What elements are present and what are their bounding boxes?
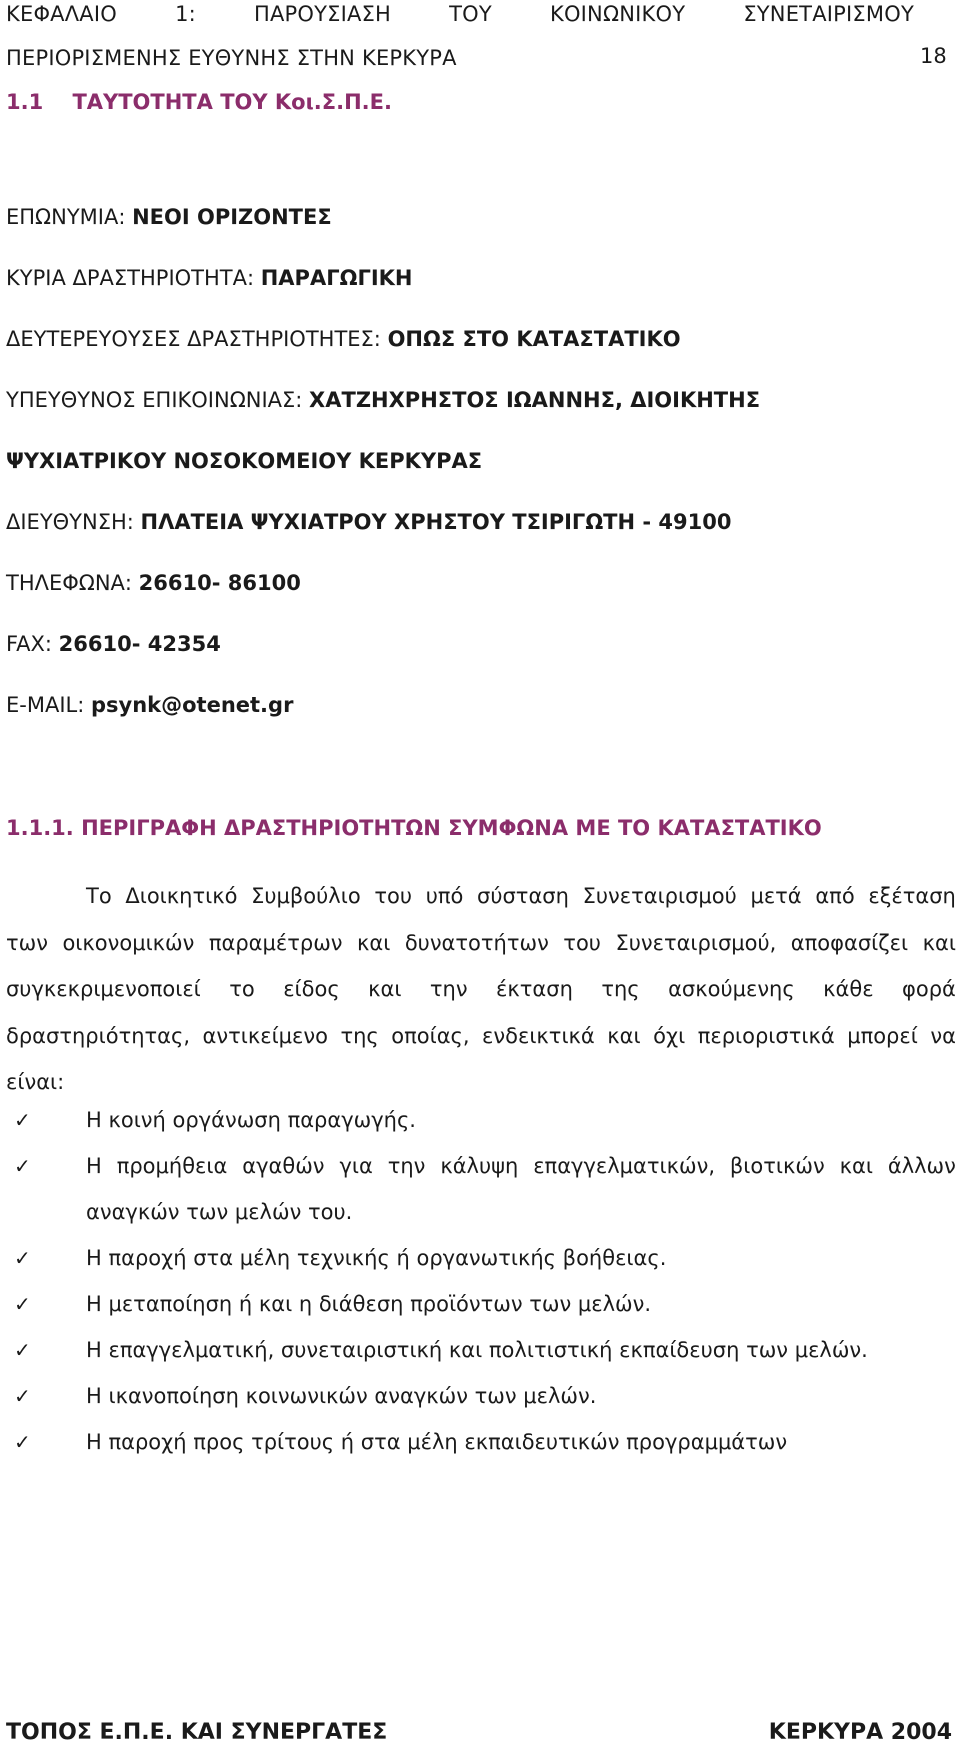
word: της (601, 977, 640, 1001)
word: οποίας, (391, 1023, 470, 1048)
word: Το (86, 884, 112, 908)
word: άλλων (887, 1154, 956, 1178)
list-item-text: Η παροχή προς τρίτους ή στα μέλη εκπαιδευτικών προγραμμάτων (86, 1430, 788, 1454)
list-item (6, 1327, 956, 1373)
list-item-text: αναγκών των μελών του. (86, 1200, 353, 1224)
word: περιοριστικά (697, 1023, 835, 1048)
list-item (6, 1143, 956, 1235)
field-address (6, 510, 731, 534)
section-title: 1.1 ΤΑΥΤΟΤΗΤΑ ΤΟΥ Κοι.Σ.Π.Ε. (6, 90, 392, 114)
checkmark-icon: ✓ (14, 1430, 31, 1454)
word: φορά (902, 977, 956, 1001)
paragraph-line (6, 966, 956, 1013)
word: και (607, 1023, 641, 1048)
field-label: ΥΠΕΥΘΥΝΟΣ ΕΠΙΚΟΙΝΩΝΙΑΣ: (6, 388, 310, 412)
word: από (815, 884, 855, 908)
checkmark-icon: ✓ (14, 1154, 31, 1178)
field-value: ΠΑΡΑΓΩΓΙΚΗ (260, 266, 413, 290)
word: παραμέτρων (208, 930, 343, 955)
word: Συνεταιρισμού (582, 884, 737, 908)
field-value: psynk@otenet.gr (90, 693, 294, 717)
word: σύσταση (477, 884, 569, 908)
word: είδος (283, 977, 340, 1001)
word: οικονομικών (62, 930, 195, 955)
word: αγαθών (242, 1154, 325, 1178)
list-item (6, 1097, 956, 1143)
word: την (429, 977, 468, 1001)
word: του (563, 930, 601, 955)
field-label: ΔΙΕΥΘΥΝΣΗ: (6, 510, 141, 534)
footer-left: ΤΟΠΟΣ Ε.Π.Ε. ΚΑΙ ΣΥΝΕΡΓΑΤΕΣ (6, 1720, 388, 1745)
paragraph-line (6, 873, 956, 920)
checkmark-icon: ✓ (14, 1338, 31, 1362)
word: Συμβούλιο (251, 884, 361, 908)
footer-right: ΚΕΡΚΥΡΑ 2004 (768, 1720, 952, 1745)
field-value: 26610- 86100 (138, 571, 301, 595)
word: του (374, 884, 413, 908)
field-name (6, 205, 332, 229)
word: την (387, 1154, 426, 1178)
list-item-text: Η ικανοποίηση κοινωνικών αναγκών των μελών. (86, 1384, 597, 1408)
activities-list (6, 1097, 956, 1465)
chapter-header-line2: ΠΕΡΙΟΡΙΣΜΕΝΗΣ ΕΥΘΥΝΗΣ ΣΤΗΝ ΚΕΡΚΥΡΑ (6, 46, 457, 70)
word: κάθε (823, 977, 874, 1001)
word: για (339, 1154, 373, 1178)
list-item-text (86, 1143, 956, 1189)
checkmark-icon: ✓ (14, 1246, 31, 1270)
field-label: ΚΥΡΙΑ ΔΡΑΣΤΗΡΙΟΤΗΤΑ: (6, 266, 261, 290)
list-item (6, 1373, 956, 1419)
word: αποφασίζει (790, 930, 909, 955)
field-value: ΝΕΟΙ ΟΡΙΖΟΝΤΕΣ (132, 205, 332, 229)
word: δραστηριότητας, (6, 1023, 191, 1048)
word: το (229, 977, 255, 1001)
field-secondary-activities (6, 327, 681, 351)
word: ασκούμενης (668, 977, 795, 1001)
list-item (6, 1419, 956, 1465)
word: και (839, 1154, 873, 1178)
list-item-text: Η παροχή στα μέλη τεχνικής ή οργανωτικής βοήθειας. (86, 1246, 667, 1270)
field-main-activity (6, 266, 412, 290)
word: συγκεκριμενοποιεί (6, 977, 201, 1001)
checkmark-icon: ✓ (14, 1292, 31, 1316)
word: εξέταση (868, 884, 956, 908)
field-label: ΕΠΩΝΥΜΙΑ: (6, 205, 133, 229)
field-label: ΤΗΛΕΦΩΝΑ: (6, 571, 139, 595)
header-word: ΠΑΡΟΥΣΙΑΣΗ (253, 2, 392, 26)
word: Διοικητικό (125, 884, 238, 908)
word: όχι (653, 1023, 686, 1048)
word: και (922, 930, 956, 955)
field-contact-person-cont (6, 449, 482, 473)
list-item-text: Η κοινή οργάνωση παραγωγής. (86, 1108, 416, 1132)
subsection-title: 1.1.1. ΠΕΡΙΓΡΑΦΗ ΔΡΑΣΤΗΡΙΟΤΗΤΩΝ ΣΥΜΦΩΝΑ ΜΕ ΤΟ ΚΑΤΑΣΤΑΤΙΚΟ (6, 816, 822, 840)
word: της (340, 1023, 379, 1048)
list-item-text: Η επαγγελματική, συνεταιριστική και πολιτιστική εκπαίδευση των μελών. (86, 1338, 868, 1362)
word: δυνατοτήτων (404, 930, 549, 955)
field-value: 26610- 42354 (58, 632, 221, 656)
header-word: ΤΟΥ (449, 2, 492, 26)
field-label: FAX: (6, 632, 59, 656)
word: προμήθεια (116, 1154, 228, 1178)
field-contact-person (6, 388, 760, 412)
field-value: ΧΑΤΖΗΧΡΗΣΤΟΣ ΙΩΑΝΝΗΣ, ΔΙΟΙΚΗΤΗΣ (309, 388, 761, 412)
word: υπό (425, 884, 464, 908)
word: να (930, 1023, 956, 1048)
word: αντικείμενο (202, 1023, 328, 1048)
header-word: ΚΕΦΑΛΑΙΟ (6, 2, 117, 26)
page-number: 18 (920, 44, 947, 68)
checkmark-icon: ✓ (14, 1108, 31, 1132)
field-email (6, 693, 293, 717)
word: βιοτικών (729, 1154, 825, 1178)
checkmark-icon: ✓ (14, 1384, 31, 1408)
field-label: ΔΕΥΤΕΡΕΥΟΥΣΕΣ ΔΡΑΣΤΗΡΙΟΤΗΤΕΣ: (6, 327, 388, 351)
header-word: ΣΥΝΕΤΑΙΡΙΣΜΟΥ (743, 2, 914, 26)
word: επαγγελματικών, (533, 1154, 715, 1178)
word: των (6, 930, 48, 955)
list-item (6, 1235, 956, 1281)
word: μπορεί (847, 1023, 918, 1048)
word: έκταση (496, 977, 573, 1001)
list-item-text: Η μεταποίηση ή και η διάθεση προϊόντων των μελών. (86, 1292, 652, 1316)
header-word: ΚΟΙΝΩΝΙΚΟΥ (549, 2, 686, 26)
chapter-header-line1 (6, 2, 914, 26)
field-value: ΟΠΩΣ ΣΤΟ ΚΑΤΑΣΤΑΤΙΚΟ (387, 327, 681, 351)
field-label: E-MAIL: (6, 693, 91, 717)
word: Συνεταιρισμού, (615, 930, 777, 955)
word: Η (86, 1154, 102, 1178)
field-value: ΨΥΧΙΑΤΡΙΚΟΥ ΝΟΣΟΚΟΜΕΙΟΥ ΚΕΡΚΥΡΑΣ (6, 449, 483, 473)
paragraph-line (6, 1013, 956, 1060)
paragraph-line (6, 920, 956, 967)
word: κάλυψη (440, 1154, 519, 1178)
description-paragraph (6, 873, 956, 1106)
field-value: ΠΛΑΤΕΙΑ ΨΥΧΙΑΤΡΟΥ ΧΡΗΣΤΟΥ ΤΣΙΡΙΓΩΤΗ - 49100 (140, 510, 732, 534)
field-fax (6, 632, 221, 656)
word: μετά (750, 884, 802, 908)
word: και (368, 977, 402, 1001)
field-phones (6, 571, 301, 595)
word: και (357, 930, 391, 955)
header-word: 1: (175, 2, 196, 26)
list-item (6, 1281, 956, 1327)
word: ενδεικτικά (482, 1023, 595, 1048)
paragraph-line: είναι: (6, 1070, 65, 1094)
